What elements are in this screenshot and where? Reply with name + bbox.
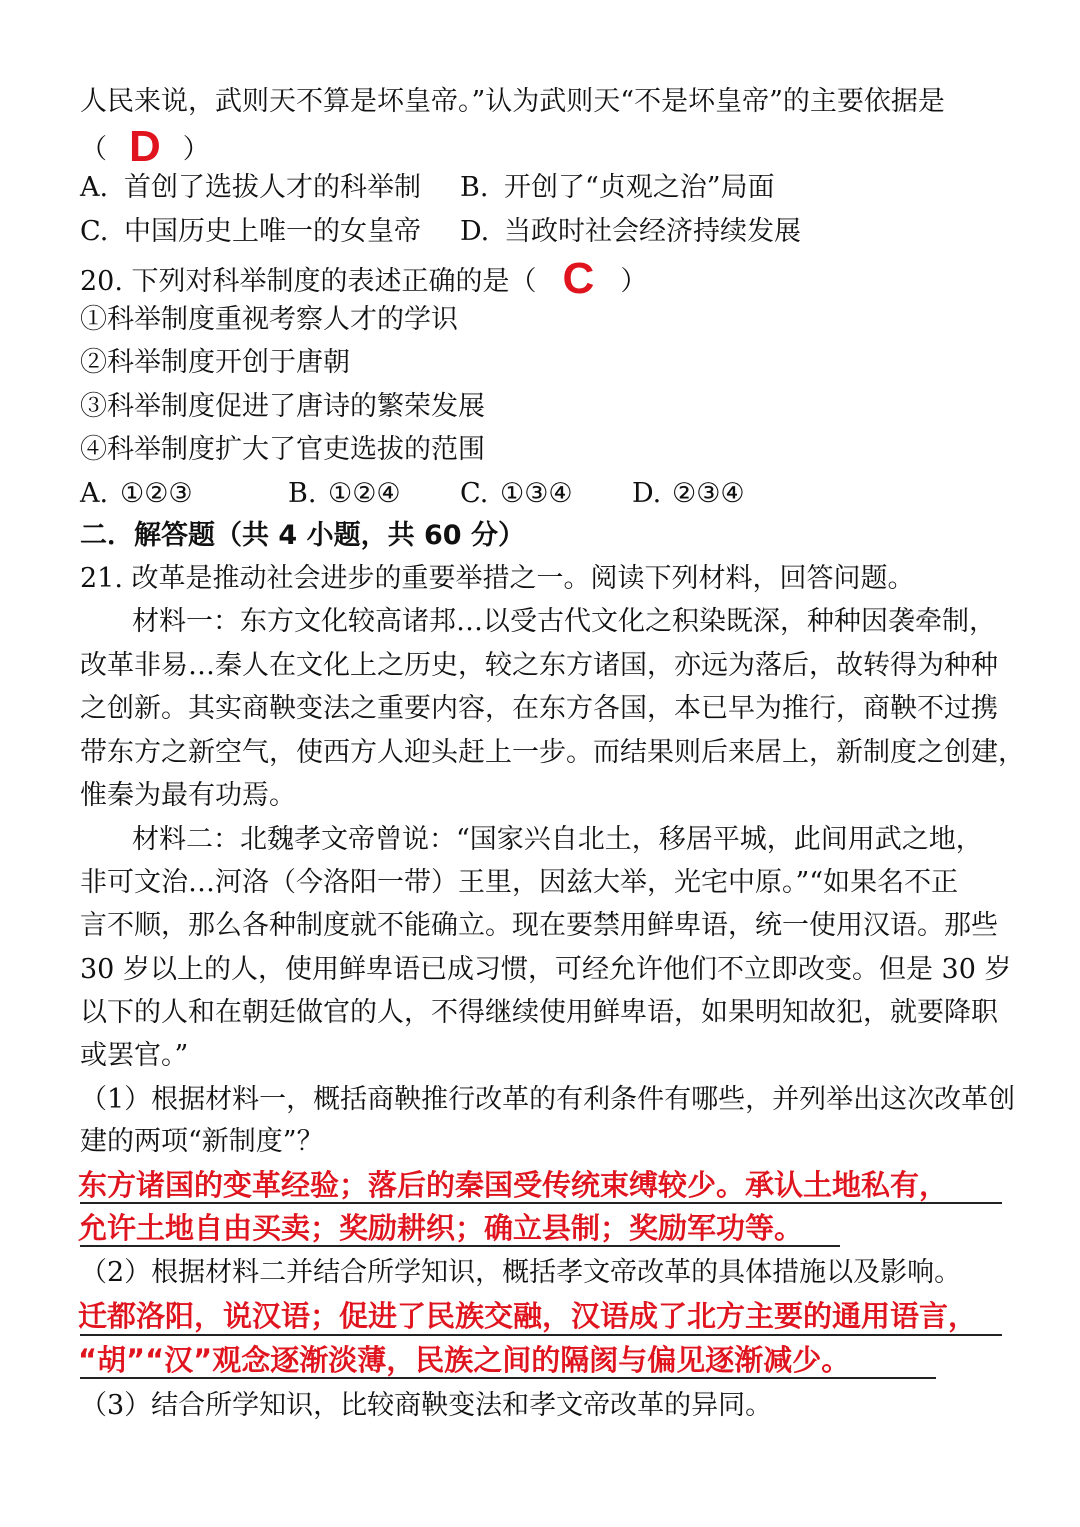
section-heading: 二．解答题（共 4 小题，共 60 分） <box>80 520 525 551</box>
q19-option-b-label: B. <box>460 172 489 203</box>
q21-material2-line: 或罢官。” <box>80 1040 189 1071</box>
q19-paren-close: ） <box>182 134 210 165</box>
q20-option-a-label: A. <box>80 478 109 509</box>
q20-statement-2: ②科举制度开创于唐朝 <box>80 347 350 378</box>
q20-paren-close: ） <box>620 266 648 297</box>
answer-underline <box>80 1245 840 1247</box>
q21-material1-line: 带东方之新空气，使西方人迎头赶上一步。而结果则后来居上，新制度之创建， <box>80 737 1025 768</box>
q21-answer1-line: 东方诸国的变革经验；落后的秦国受传统束缚较少。承认土地私有， <box>78 1168 949 1202</box>
q20-statement-4: ④科举制度扩大了官吏选拔的范围 <box>80 434 485 465</box>
q20-option-d-label: D. <box>632 478 662 509</box>
q19-stem-tail: 人民来说，武则天不算是坏皇帝。”认为武则天“不是坏皇帝”的主要依据是 <box>80 86 945 117</box>
q19-option-d-text: 当政时社会经济持续发展 <box>504 216 801 247</box>
q19-answer-line <box>80 124 210 170</box>
q20-answer: C <box>562 254 595 303</box>
q20-statement-1: ①科举制度重视考察人才的学识 <box>80 304 458 335</box>
q20-option-d-text: ②③④ <box>672 478 745 509</box>
q21-sub1-line: 建的两项“新制度”？ <box>80 1126 324 1157</box>
q20-option-b-label: B. <box>288 478 317 509</box>
q20-options-row <box>80 474 745 514</box>
q21-material2-line: 以下的人和在朝廷做官的人，不得继续使用鲜卑语，如果明知故犯，就要降职 <box>80 997 998 1028</box>
q21-sub2: （2）根据材料二并结合所学知识，概括孝文帝改革的具体措施以及影响。 <box>80 1257 962 1288</box>
q20-stem-line <box>80 256 647 302</box>
q21-material1-line: 改革非易…秦人在文化上之历史，较之东方诸国，亦远为落后，故转得为种种 <box>80 650 998 681</box>
q20-stem: 20. 下列对科举制度的表述正确的是（ <box>80 266 537 297</box>
answer-underline <box>80 1377 936 1379</box>
q19-option-d-label: D. <box>460 216 490 247</box>
q21-sub3: （3）结合所学知识，比较商鞅变法和孝文帝改革的异同。 <box>80 1390 773 1421</box>
answer-underline <box>80 1334 1002 1336</box>
q21-sub1-line: （1）根据材料一，概括商鞅推行改革的有利条件有哪些，并列举出这次改革创 <box>80 1084 1016 1115</box>
q21-material1-line: 之创新。其实商鞅变法之重要内容，在东方各国，本已早为推行，商鞅不过携 <box>80 693 998 724</box>
q19-options-row-1 <box>80 168 775 208</box>
q21-material1-line: 惟秦为最有功焉。 <box>80 780 296 811</box>
q19-option-b-text: 开创了“贞观之治”局面 <box>504 172 775 203</box>
q19-answer: D <box>129 122 161 171</box>
q20-option-c-label: C. <box>460 478 489 509</box>
q21-answer2-line: “胡”“汉”观念逐渐淡薄，民族之间的隔阂与偏见逐渐减少。 <box>78 1343 851 1377</box>
q21-material2-line: 言不顺，那么各种制度就不能确立。现在要禁用鲜卑语，统一使用汉语。那些 <box>80 910 998 941</box>
q21-answer2-line: 迁都洛阳，说汉语；促进了民族交融，汉语成了北方主要的通用语言， <box>78 1299 978 1333</box>
q19-option-c-label: C. <box>80 216 109 247</box>
q21-material2-line: 30 岁以上的人，使用鲜卑语已成习惯，可经允许他们不立即改变。但是 30 岁 <box>80 954 1012 985</box>
q19-paren-open: （ <box>80 134 107 165</box>
q21-answer1-line: 允许土地自由买卖；奖励耕织；确立县制；奖励军功等。 <box>78 1211 804 1245</box>
q20-option-c-text: ①③④ <box>500 478 573 509</box>
q21-material2-line: 材料二：北魏孝文帝曾说：“国家兴自北土，移居平城，此间用武之地， <box>132 824 983 855</box>
q21-material1-line: 材料一：东方文化较高诸邦…以受古代文化之积染既深，种种因袭牵制， <box>132 606 996 637</box>
q19-option-a-label: A. <box>80 172 109 203</box>
q21-material2-line: 非可文治…河洛（今洛阳一带）王里，因兹大举，光宅中原。”“如果名不正 <box>80 867 959 898</box>
q21-stem: 21. 改革是推动社会进步的重要举措之一。阅读下列材料，回答问题。 <box>80 563 915 594</box>
q19-option-c-text: 中国历史上唯一的女皇帝 <box>124 216 421 247</box>
q20-statement-3: ③科举制度促进了唐诗的繁荣发展 <box>80 391 485 422</box>
q19-option-a-text: 首创了选拔人才的科举制 <box>124 172 421 203</box>
answer-underline <box>80 1202 1002 1204</box>
q19-options-row-2 <box>80 212 801 252</box>
q20-option-b-text: ①②④ <box>328 478 401 509</box>
q20-option-a-text: ①②③ <box>120 478 193 509</box>
